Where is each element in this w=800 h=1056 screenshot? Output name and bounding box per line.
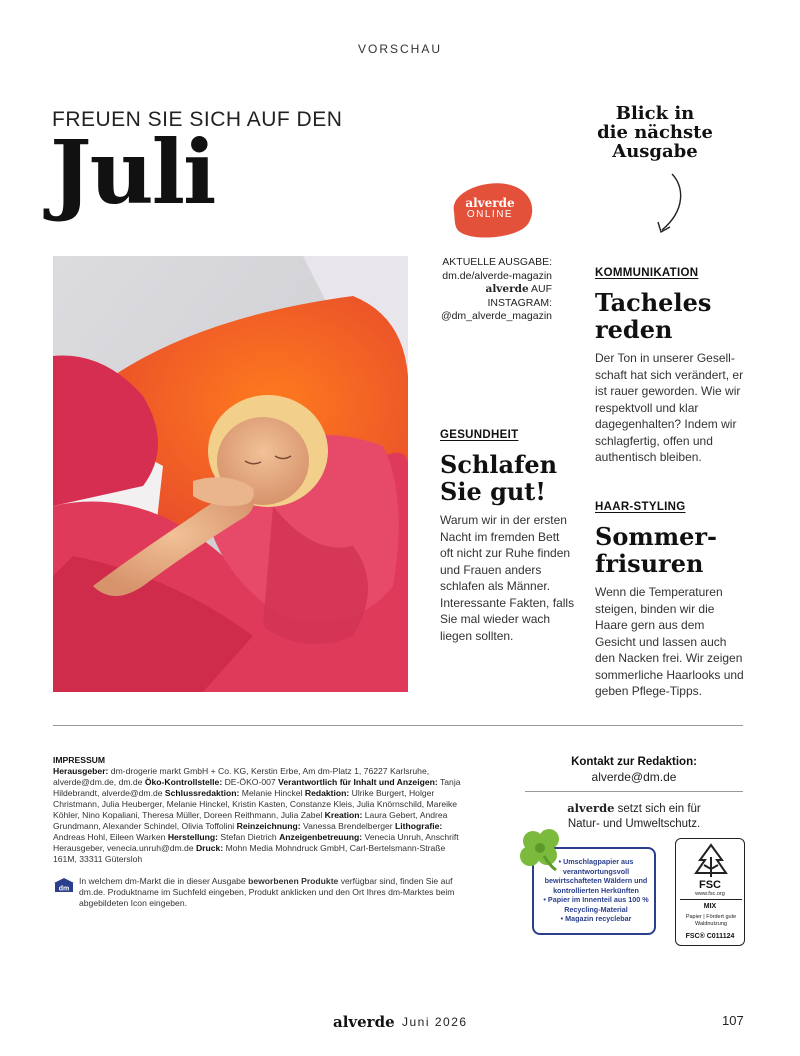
impressum-text (53, 766, 465, 865)
title-line: Schlafen (440, 450, 558, 479)
online-instagram-label (420, 283, 552, 310)
intro-subhead: FREUEN SIE SICH AUF DEN (52, 108, 343, 131)
impressum-key: Redaktion: (304, 788, 350, 798)
impressum-key: Druck: (195, 843, 224, 853)
title-line: reden (595, 315, 673, 344)
eco-list-item: • Umschlagpapier aus verantwortungsvoll bewirtschafteten Wäldern und kontrollierten Herkünften (544, 857, 648, 895)
online-info (420, 256, 552, 324)
fsc-mix: MIX (703, 903, 717, 910)
month-title: Juli (50, 120, 215, 224)
dm-icon-text: dm (58, 885, 70, 893)
article-haar-styling (595, 501, 745, 700)
impressum-value: Ulrike Burgert, Holger Christmann, Julia Heuberger, Melanie Hinckel, Kristin Kasten, Constanze Kleis, Julia Knörnschild, Mareike Köhler, Nino Kopaliani, Theresa Müller, Doreen Reithmann, Julia Zabel (53, 788, 458, 820)
dm-note-part: verfügbar sind, finden Sie auf dm.de. Produktname im Suchfeld eingeben, Produkt anklicken und den Ort Ihres dm-Marktes beim abgebildeten Icon eingeben. (79, 876, 455, 908)
impressum-key: Schlussredaktion: (164, 788, 240, 798)
teaser-line: Ausgabe (612, 141, 698, 162)
eco-list-item: • Papier im Innenteil aus 100 % Recycling-Material (543, 895, 649, 914)
impressum-value: Tanja Hildebrandt, alverde@dm.de (53, 777, 461, 798)
teaser-line: die nächste (597, 122, 713, 143)
impressum-value: Laura Gebert, Andrea Grundmann, Alexander Schindel, Olivia Toffolini (53, 810, 448, 831)
section-kicker: VORSCHAU (357, 42, 442, 56)
online-current-issue-label: AKTUELLE AUSGABE: (442, 256, 552, 268)
impressum-value: Vanessa Brendelberger (300, 821, 396, 831)
fsc-url: www.fsc.org (695, 891, 725, 897)
dm-store-icon (53, 877, 75, 893)
next-issue-teaser (585, 104, 725, 161)
title-line: frisuren (595, 549, 704, 578)
impressum-value: Mohn Media Mohndruck GmbH, Carl-Bertelsmann-Straße 161M, 33311 Gütersloh (53, 843, 446, 864)
article-gesundheit (440, 429, 575, 644)
article-title (440, 451, 575, 505)
eco-list (540, 857, 652, 924)
environment-line (525, 801, 743, 817)
impressum-key: Verantwortlich für Inhalt und Anzeigen: (278, 777, 438, 787)
divider (525, 791, 743, 792)
instagram-handle-link[interactable]: @dm_alverde_magazin (440, 310, 552, 322)
alverde-online-label (444, 197, 536, 221)
fsc-label (675, 838, 745, 946)
fsc-code: FSC® C011124 (685, 933, 735, 940)
instagram-label-text: AUF INSTAGRAM: (487, 283, 552, 309)
article-category: KOMMUNIKATION (595, 267, 699, 279)
impressum-key: Anzeigenbetreuung: (279, 832, 363, 842)
fsc-tree-icon (692, 843, 730, 879)
title-line: Tacheles (595, 288, 712, 317)
impressum (53, 755, 465, 865)
article-body: Der Ton in unserer Gesell-schaft hat sich verändert, er ist rauer geworden. Wie wir respektvoll und klar dagegenhalten? Indem wir schlagfertig, offen und authentisch bleiben. (595, 351, 744, 464)
curved-arrow-icon (652, 172, 692, 238)
impressum-heading: IMPRESSUM (53, 755, 106, 765)
article-category: GESUNDHEIT (440, 429, 519, 441)
article-body: Warum wir in der ersten Nacht im fremden Bett oft nicht zur Ruhe finden und Frauen anders schlafen als Männer. Interessante Fakten, falls Sie mal wieder wach liegen sollten. (440, 513, 575, 643)
contact-email-link[interactable]: alverde@dm.de (591, 770, 677, 784)
title-line: Sommer- (595, 522, 718, 551)
environment-text: setzt sich ein für (614, 803, 701, 815)
impressum-key: Öko-Kontrollstelle: (144, 777, 223, 787)
impressum-key: Herstellung: (167, 832, 218, 842)
sleeping-woman-photo (53, 256, 408, 692)
brand-name: alverde (567, 801, 615, 815)
environment-line: Natur- und Umweltschutz. (567, 818, 701, 830)
impressum-value: DE-ÖKO-007 (222, 777, 279, 787)
online-magazine-link[interactable]: dm.de/alverde-magazin (442, 269, 552, 282)
impressum-value: dm-drogerie markt GmbH + Co. KG, Kerstin Erbe, Am dm-Platz 1, 76227 Karlsruhe, alverde@dm.de, dm.de (53, 766, 430, 787)
fsc-divider (680, 899, 742, 900)
article-category: HAAR-STYLING (595, 501, 686, 513)
brand-name: alverde (485, 283, 529, 295)
footer-issue: Juni 2026 (402, 1015, 468, 1029)
title-line: Sie gut! (440, 477, 546, 506)
impressum-value: Venecia Unruh, Anschrift Herausgeber, venecia.unruh@dm.de (53, 832, 459, 853)
page-number: 107 (722, 1013, 744, 1028)
divider (53, 725, 743, 726)
dm-note-text (79, 876, 465, 909)
impressum-key: Lithografie: (395, 821, 443, 831)
article-title (595, 289, 745, 343)
article-title (595, 523, 745, 577)
article-body: Wenn die Temperaturen steigen, binden wir die Haare gern aus dem Gesicht und lassen auch den Nacken frei. Wir zeigen sommerliche Haarlooks und geben Pflege-Tipps. (595, 585, 744, 698)
impressum-key: Kreation: (324, 810, 363, 820)
fsc-logo-text: FSC (699, 879, 721, 891)
article-kommunikation (595, 267, 745, 466)
fsc-claim: Papier | Fördert gute Waldnutzung (685, 914, 737, 927)
badge-brand: alverde (465, 196, 515, 210)
impressum-value: Andreas Hohl, Eileen Warken (53, 832, 168, 842)
eco-list-item: • Magazin recyclebar (560, 914, 632, 923)
dm-note-bold: beworbenen Produkte (248, 876, 339, 886)
impressum-value: Melanie Hinckel (239, 788, 305, 798)
impressum-key: Reinzeichnung: (236, 821, 301, 831)
footer-brand: alverde (333, 1013, 395, 1031)
badge-label: ONLINE (466, 209, 514, 220)
dm-note-part: In welchem dm-Markt die in dieser Ausgabe (79, 876, 249, 886)
impressum-key: Herausgeber: (53, 766, 109, 776)
teaser-line: Blick in (615, 103, 695, 124)
impressum-value: Stefan Dietrich (217, 832, 280, 842)
contact-title: Kontakt zur Redaktion: (571, 756, 697, 768)
